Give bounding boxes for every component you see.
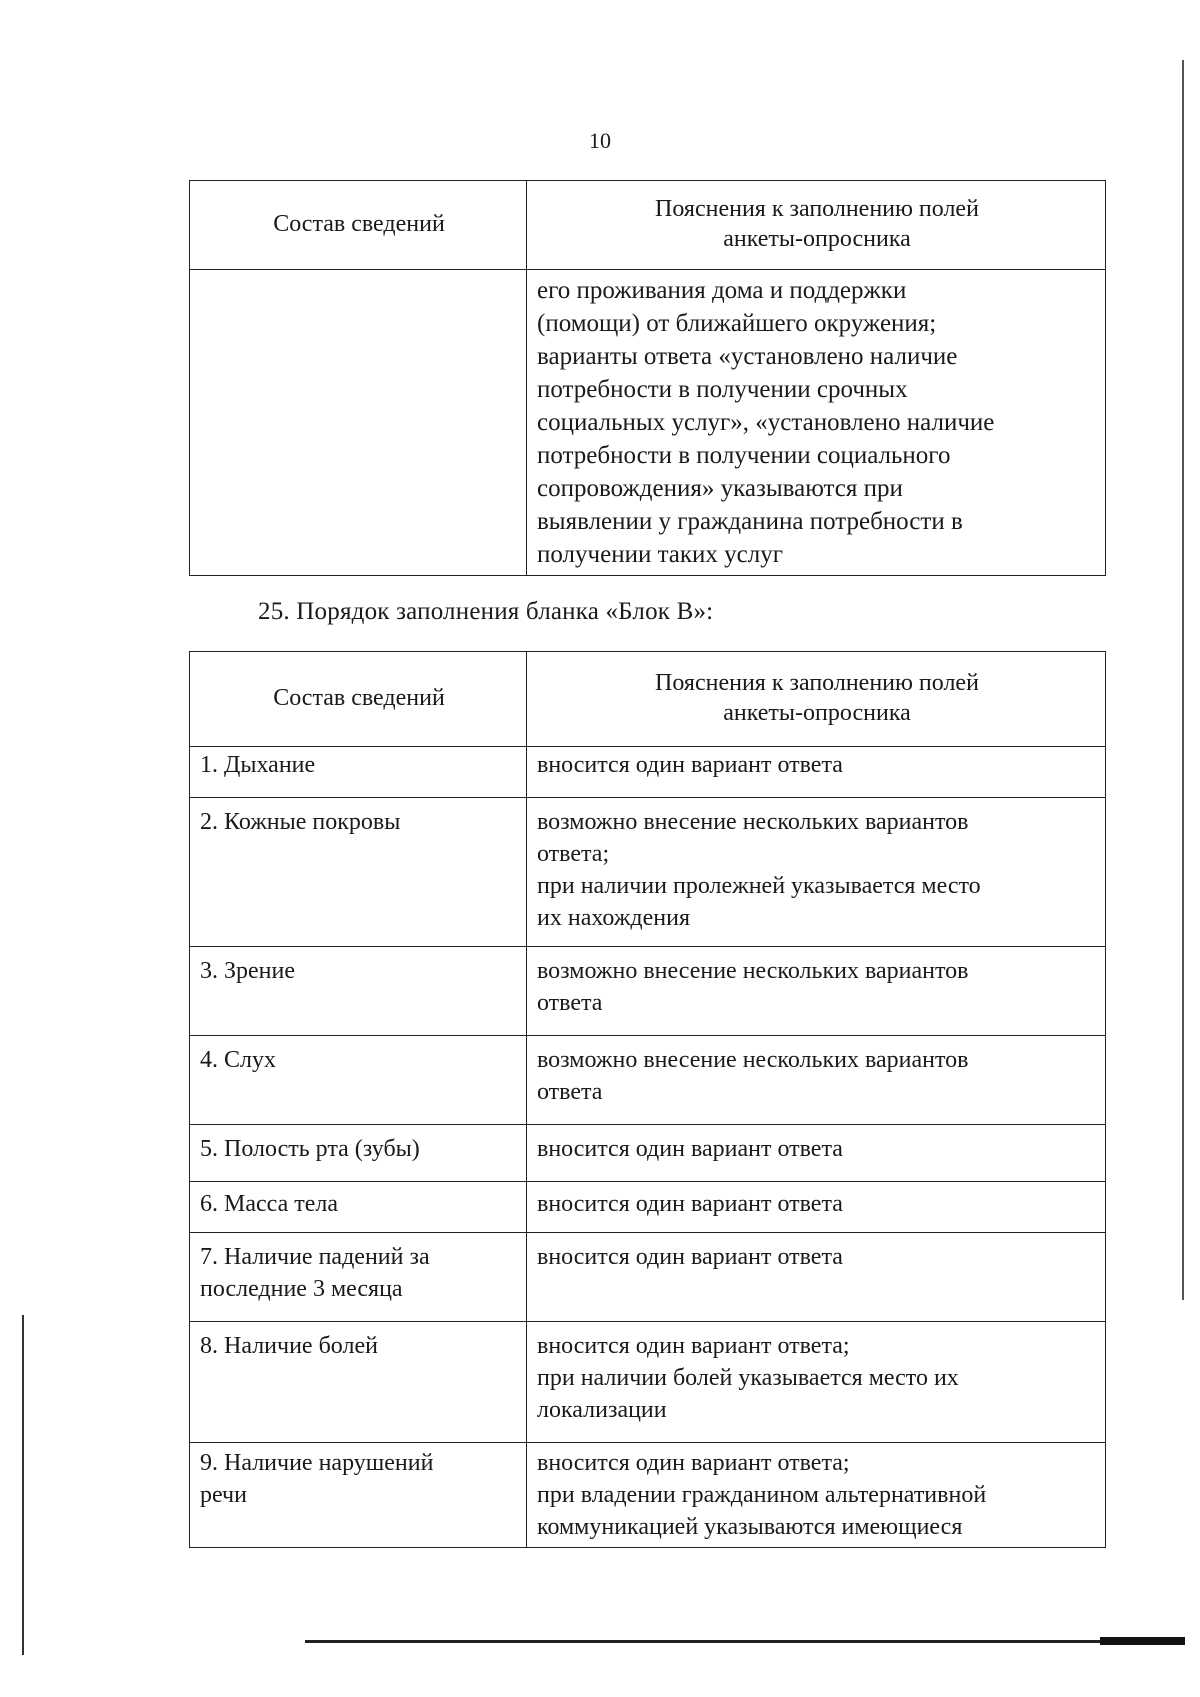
text-line: вносится один вариант ответа <box>537 1191 843 1217</box>
scan-bottom-line <box>305 1640 1185 1643</box>
text-line: последние 3 месяца <box>200 1276 403 1302</box>
header-composition: Состав сведений <box>190 652 527 747</box>
cell-composition <box>190 1322 527 1443</box>
cell-composition <box>190 270 527 576</box>
text-line: (помощи) от ближайшего окружения; <box>537 310 937 337</box>
table-row <box>190 1182 1106 1233</box>
table-row <box>190 1443 1106 1548</box>
table-row <box>190 1322 1106 1443</box>
text-line: 7. Наличие падений за <box>200 1244 430 1270</box>
cell-composition <box>190 747 527 798</box>
table-row <box>190 1125 1106 1182</box>
cell-explanation <box>527 1443 1106 1548</box>
header-composition: Состав сведений <box>190 181 527 270</box>
text-line: его проживания дома и поддержки <box>537 277 907 304</box>
text-line: речи <box>200 1482 247 1508</box>
text-line: выявлении у гражданина потребности в <box>537 508 963 535</box>
text-line: вносится один вариант ответа <box>537 752 843 778</box>
cell-explanation <box>527 747 1106 798</box>
cell-composition <box>190 1443 527 1548</box>
table-row <box>190 270 1106 576</box>
text-line: 3. Зрение <box>200 958 296 984</box>
text-line: коммуникацией указываются имеющиеся <box>537 1514 963 1540</box>
header-explanations-line: Пояснения к заполнению полей <box>655 670 979 696</box>
text-line: вносится один вариант ответа; <box>537 1450 850 1476</box>
header-explanations <box>527 652 1106 747</box>
table-continuation <box>189 180 1106 576</box>
text-line: их нахождения <box>537 905 690 931</box>
table-row <box>190 1233 1106 1322</box>
text-line: 1. Дыхание <box>200 752 316 778</box>
cell-explanation <box>527 1125 1106 1182</box>
cell-explanation <box>527 1036 1106 1125</box>
text-line: 8. Наличие болей <box>200 1333 378 1359</box>
section-heading: 25. Порядок заполнения бланка «Блок В»: <box>258 598 714 625</box>
cell-explanation <box>527 1182 1106 1233</box>
text-line: 9. Наличие нарушений <box>200 1450 434 1476</box>
cell-explanation <box>527 947 1106 1036</box>
text-line: вносится один вариант ответа <box>537 1244 843 1270</box>
text-line: возможно внесение нескольких вариантов <box>537 809 969 835</box>
cell-composition <box>190 798 527 947</box>
header-explanations-line: Пояснения к заполнению полей <box>655 196 979 222</box>
text-line: социальных услуг», «установлено наличие <box>537 409 995 436</box>
text-line: ответа <box>537 1079 603 1105</box>
page-number: 10 <box>589 128 611 153</box>
table-row <box>190 798 1106 947</box>
text-line: потребности в получении срочных <box>537 376 908 403</box>
scan-edge-line-left <box>22 1315 24 1655</box>
text-line: 6. Масса тела <box>200 1191 339 1217</box>
text-line: варианты ответа «установлено наличие <box>537 343 958 370</box>
header-explanations-line: анкеты-опросника <box>723 700 911 726</box>
cell-explanation <box>527 270 1106 576</box>
text-line: вносится один вариант ответа; <box>537 1333 850 1359</box>
text-line: при наличии болей указывается место их <box>537 1365 959 1391</box>
table-header-row <box>190 181 1106 270</box>
cell-composition <box>190 1036 527 1125</box>
cell-composition <box>190 1182 527 1233</box>
cell-explanation <box>527 798 1106 947</box>
text-line: ответа; <box>537 841 610 867</box>
cell-composition <box>190 947 527 1036</box>
cell-explanation <box>527 1322 1106 1443</box>
text-line: 4. Слух <box>200 1047 276 1073</box>
text-line: 2. Кожные покровы <box>200 809 401 835</box>
text-line: потребности в получении социального <box>537 442 951 469</box>
text-line: возможно внесение нескольких вариантов <box>537 958 969 984</box>
text-line: вносится один вариант ответа <box>537 1136 843 1162</box>
header-explanations-line: анкеты-опросника <box>723 226 911 252</box>
cell-composition <box>190 1233 527 1322</box>
table-row <box>190 947 1106 1036</box>
table-row <box>190 747 1106 798</box>
scan-edge-line-right <box>1182 60 1184 1300</box>
table-row <box>190 1036 1106 1125</box>
text-line: при наличии пролежней указывается место <box>537 873 981 899</box>
scan-bottom-mark <box>1100 1637 1185 1645</box>
text-line: при владении гражданином альтернативной <box>537 1482 987 1508</box>
table-block-v <box>189 651 1106 1548</box>
cell-explanation <box>527 1233 1106 1322</box>
cell-composition <box>190 1125 527 1182</box>
text-line: возможно внесение нескольких вариантов <box>537 1047 969 1073</box>
text-line: сопровождения» указываются при <box>537 475 903 502</box>
text-line: ответа <box>537 990 603 1016</box>
header-explanations <box>527 181 1106 270</box>
table-header-row <box>190 652 1106 747</box>
text-line: локализации <box>537 1397 667 1423</box>
text-line: 5. Полость рта (зубы) <box>200 1136 420 1162</box>
text-line: получении таких услуг <box>537 541 784 568</box>
